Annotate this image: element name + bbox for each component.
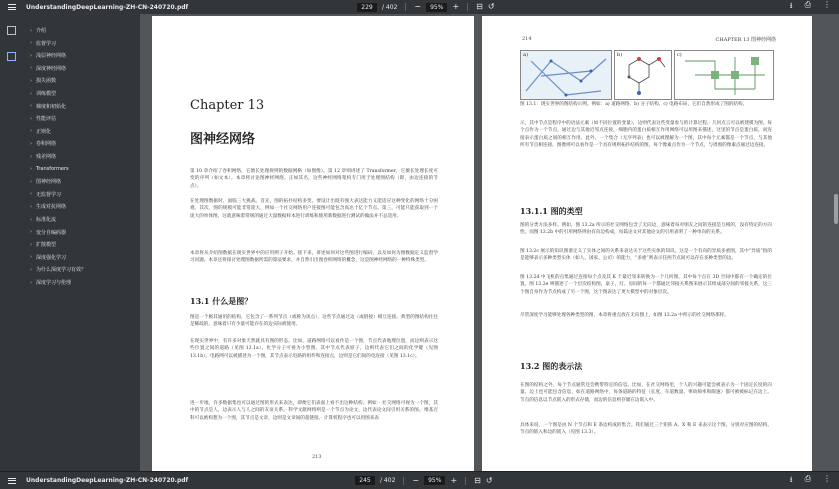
paragraph: 进一步地，许多数据集也可以通过图的形式来表达，即便它们表面上看不出这种结构。例如：· 社交网络可视为一个图，其中的节点是人，边表示人与人之间的友谊关系。· 科学文献网络则是一个节点为论文，边代表论文间引用关系的图。· 维基百科可以被构想为一个图，其节点是文章，边则是文章间的超链接。· 计算机程序也可以用图来表 (190, 401, 438, 421)
fit-page-icon[interactable]: ⊟ (474, 475, 481, 485)
zoom-out-icon[interactable]: − (412, 475, 420, 485)
zoom-out-icon[interactable]: − (414, 2, 422, 11)
divider (405, 3, 406, 11)
outline-item[interactable] (30, 27, 46, 34)
outline-item[interactable] (30, 266, 86, 273)
paragraph: 具体来说，一个图是由 N 个节点和 E 条边构成的集合。我们通过三个矩阵 A、X 和 E 来表示这个图，分别对应图的结构、节点的嵌入和边的嵌入（见图 13.3）。 (520, 423, 772, 436)
figure-road-network (520, 50, 612, 100)
bottom-toolbar (0, 471, 839, 489)
download-icon[interactable]: ⭳ (789, 474, 793, 484)
section-heading: 13.2 图的表示法 (520, 361, 583, 371)
paragraph: 图的分类方法多样。例如，图 13.2a 所示的社交网络包含了无向边，意味着每对朋友之间的连接是互相的，没有特定的方向性。而图 13.2b 中的引用网络则由有向边构成，每篇论文对其他论文的引用表明了一种单向的关系。 (520, 223, 772, 236)
outline-item-label: 损失函数 (36, 78, 57, 85)
document-viewer[interactable] (140, 14, 839, 471)
outline-item[interactable] (30, 77, 56, 84)
page-number-input[interactable]: 229 (357, 3, 377, 12)
chevron-right-icon[interactable]: › (30, 27, 32, 34)
outline-item[interactable] (30, 191, 61, 198)
chevron-right-icon[interactable]: › (30, 191, 32, 198)
outline-item-label: 训练模型 (36, 91, 57, 97)
chevron-right-icon[interactable]: › (30, 153, 32, 160)
section-heading: 13.1 什么是图？ (190, 296, 253, 306)
page-controls (355, 476, 493, 485)
outline-item[interactable] (30, 153, 56, 160)
chevron-right-icon[interactable]: › (30, 128, 32, 135)
figure-label: c) (677, 52, 682, 58)
page-total: / 402 (380, 477, 396, 484)
outline-item-label: 变分自编码器 (36, 229, 67, 236)
outline-item-label: 深度强化学习 (36, 254, 67, 261)
outline-item-label: Transformers (36, 165, 69, 172)
scrollbar[interactable] (833, 14, 839, 471)
chevron-right-icon[interactable]: › (30, 279, 32, 286)
chevron-right-icon[interactable]: › (30, 178, 32, 185)
zoom-input[interactable]: 95% (424, 476, 445, 485)
outline-item-label: 梯度和初始化 (36, 103, 67, 110)
outline-item-label: 图神经网络 (36, 179, 62, 186)
outline-item[interactable] (30, 115, 56, 122)
chevron-right-icon[interactable]: › (30, 52, 32, 59)
outline-item[interactable] (30, 178, 61, 185)
more-options-icon[interactable]: ⋮ (823, 0, 831, 9)
zoom-in-icon[interactable]: + (450, 475, 458, 485)
toolbar-actions (790, 0, 831, 14)
outline-item-label: 无监督学习 (36, 191, 62, 198)
outline-item[interactable] (30, 52, 66, 59)
pdf-page-right (482, 16, 812, 471)
road-network-illustration (521, 51, 611, 99)
chevron-right-icon[interactable]: › (30, 266, 32, 273)
print-icon[interactable]: ⎙ (804, 473, 811, 483)
page-number: 213 (312, 454, 322, 460)
chevron-right-icon[interactable]: › (30, 65, 32, 72)
chevron-right-icon[interactable]: › (30, 115, 32, 122)
outline-item[interactable] (30, 65, 66, 72)
chevron-right-icon[interactable]: › (30, 165, 32, 172)
figure-molecule (614, 50, 672, 100)
paragraph: 在图的结构之外，每个节点通常还会携带特定的信息。比如，在社交网络里，个人的兴趣可能会被表示为一个固定长度的向量。边上也可能包含信息，如在道路网络中，每条道路的特征（长度、车道数量、事故频率和限速）都可被被标记在边上。节点的信息以节点嵌入的形式存储，而边的信息则存储在边嵌入中。 (520, 383, 772, 403)
outline-item[interactable] (30, 229, 66, 236)
scrollbar-thumb[interactable] (834, 194, 838, 224)
outline-item[interactable] (30, 279, 71, 286)
outline-item-label: 生成对抗网络 (36, 204, 67, 211)
outline-item[interactable] (30, 140, 56, 147)
print-icon[interactable]: ⎙ (804, 0, 811, 9)
outline-item-label: 残差网络 (36, 154, 57, 160)
chevron-right-icon[interactable]: › (30, 77, 32, 84)
outline-item-label: 标准化流 (36, 217, 57, 223)
outline-item-label: 为什么深度学习有效？ (36, 267, 87, 274)
paragraph: 本章将从介绍图数据在现实世界中的应用例子开始。接下来，讲述如何对这些图进行编码，以及如何为图数据定义监督学习问题。本章还将探讨处理图数据所需的算法要求，并自然引出图卷积网络的概念，这是图神经网络的一种特殊类型。 (190, 251, 438, 264)
outline-item[interactable] (30, 254, 66, 261)
page-controls (357, 3, 495, 12)
chevron-right-icon[interactable]: › (30, 40, 32, 47)
chevron-right-icon[interactable]: › (30, 203, 32, 210)
chevron-right-icon[interactable]: › (30, 90, 32, 97)
chapter-label: Chapter 13 (190, 98, 265, 113)
chapter-title: 图神经网络 (190, 132, 256, 147)
paragraph: 在处理图数据时，面临三大挑战。首先，图的拓扑结构多变，要设计出既有强大表达能力又能适应这种变化的网络十分困难。其次，图的规模可能非常庞大，例如一个社交网络用户连接图可能包含高达十亿个节点。第三，可能只能获取到一个庞大的单体图，这就意味着常规的通过大量数据样本进行训练和使用新数据进行测试的做法并不总适用。 (190, 199, 438, 219)
paragraph: 尽管深度学习能够处理各种类型的图，本章将重点放在无向图上，如图 13.2a 中所示的社交网络那样。 (520, 313, 729, 318)
outline-item[interactable] (30, 90, 56, 97)
paragraph: 示，其中节点是程序中的语法元素（如不同位置的变量），边则代表这些变量参与的计算过程。· 几何点云可以被建模为图，每个点作为一个节点，通过边与其他近邻点连接。· 细胞内的蛋白质相互作用网络可以用图来描述，这里的节点是蛋白质，而连接表示蛋白质之间的相互作用。此外，一个集合（无序列表）也可以被理解为一个图，其中每个元素都是一个节点，与其他所有节点相连接。图像则可以看作是一个具有规则拓扑结构的图，每个像素点作为一个节点，与周围的像素点通过边连接。 (520, 121, 772, 148)
outline-sidebar (22, 14, 140, 471)
running-head: CHAPTER 13 图神经网络 (715, 37, 776, 43)
divider (465, 477, 466, 485)
page-number-input[interactable]: 245 (355, 476, 375, 485)
figure-label: a) (523, 52, 528, 58)
outline-item-label: 介绍 (36, 28, 47, 34)
outline-item[interactable] (30, 166, 69, 172)
left-rail (0, 14, 22, 471)
outline-item-label: 深度学习与伦理 (36, 280, 72, 286)
toolbar-actions (790, 474, 831, 488)
outline-item-label: 性能评估 (36, 116, 57, 123)
chevron-right-icon[interactable]: › (30, 229, 32, 236)
paragraph: 图是一个极其通用的结构，它包含了一系列节点（或称为顶点），这些节点通过边（或链接）相互连接。典型的图结构往往是稀疏的，意味着只有少量可能存在的边实际被使用。 (190, 315, 438, 328)
document-title: UnderstandingDeepLearning-ZH-CN-240720.pdf (26, 3, 189, 11)
outline-item-label: 正则化 (36, 128, 52, 135)
outline-item[interactable] (30, 203, 66, 210)
zoom-in-icon[interactable]: + (452, 2, 460, 11)
top-toolbar (0, 0, 839, 14)
section-heading: 13.1.1 图的类型 (520, 206, 583, 216)
menu-icon[interactable] (8, 478, 16, 484)
outline-item[interactable] (30, 40, 56, 47)
pdf-page-left (152, 16, 474, 471)
outline-item-label: 扩散模型 (36, 242, 57, 249)
rotate-icon[interactable]: ↺ (487, 2, 495, 11)
outline-item-label: 深度神经网络 (36, 65, 67, 72)
rotate-icon[interactable]: ↺ (485, 475, 493, 485)
outline-item-label: 卷积网络 (36, 141, 57, 148)
outline-icon[interactable] (7, 52, 16, 61)
fit-page-icon[interactable]: ⊟ (476, 2, 483, 11)
zoom-input[interactable]: 95% (426, 3, 447, 12)
chevron-right-icon[interactable]: › (30, 103, 32, 110)
divider (403, 477, 404, 485)
paragraph: 图 13.2d 中飞机的点集通过连接每个点及其 K 个最近邻来转换为一个几何图，其中每个点在 3D 空间中都有一个确定的位置。图 13.2e 则描述了一个层次结构图，桌子、灯、房间的每一个都通过邻接关系图来展示其组成部分间的邻接关系，这三个图自身作为节点构成了另一个图，这个图表达了更大模型中的对象层次。 (520, 275, 772, 295)
outline-item[interactable] (30, 128, 51, 135)
chevron-right-icon[interactable]: › (30, 241, 32, 248)
document-title: UnderstandingDeepLearning-ZH-CN-240720.pdf (26, 477, 189, 484)
outline-item[interactable] (30, 241, 56, 248)
page-total: / 402 (382, 3, 398, 11)
outline-item-label: 监督学习 (36, 40, 57, 47)
thumbnails-icon[interactable] (7, 26, 16, 35)
figure-caption: 图 13.1：现实世界的图结构示例。例如：a) 道路网络、b) 分子结构、c) 电路布局，它们自然形成了图的结构。 (520, 102, 748, 107)
chevron-right-icon[interactable]: › (30, 254, 32, 261)
outline-item-label: 浅层神经网络 (36, 53, 67, 60)
page-number: 214 (522, 36, 532, 42)
molecule-illustration (615, 51, 671, 99)
menu-icon[interactable] (8, 4, 16, 10)
divider (467, 3, 468, 11)
figure-label: b) (617, 52, 623, 58)
chevron-right-icon[interactable]: › (30, 140, 32, 147)
download-icon[interactable]: ⭳ (789, 1, 793, 10)
paragraph: 在现实世界中，有许多对象天然就具有图的形态。比如，道路网络可以看作是一个图，节点代表地理位置，而边则表示这些位置之间的道路（见图 13.1a）。化学分子可视为小型图，其中节点代表原子，边则代表它们之间的化学键（见图 13.1b）。电路网可以被描述为一个图，其节点表示电路的组件和连接点，边则是它们间的电连接（见图 13.1c）。 (190, 339, 438, 359)
circuit-illustration (675, 51, 773, 99)
paragraph: 图 13.2c 展示的知识图谱定义了实体之间的关系来表达关于这些实体的知识。这是一个有向的异质多重图，其中“异质”指的是能够表示多种类型实体（如人、国家、公司）的能力，“多重”则表示任两节点间可以存在多种类型的边。 (520, 249, 772, 262)
chevron-right-icon[interactable]: › (30, 216, 32, 223)
paragraph: 第 10 章介绍了卷积网络，它擅长处理规则的数据网格（如图像）。第 12 章则讲述了 Transformer，它擅长处理长度可变的序列（如文本）。本章将讨论图神经网络。正如其名，这些神经网络架构专门用于处理图结构（即，由边连接的节点）。 (190, 169, 438, 189)
more-options-icon[interactable]: ⋮ (823, 473, 831, 483)
outline-item[interactable] (30, 103, 66, 110)
outline-item[interactable] (30, 216, 56, 223)
figure-circuit (674, 50, 774, 100)
